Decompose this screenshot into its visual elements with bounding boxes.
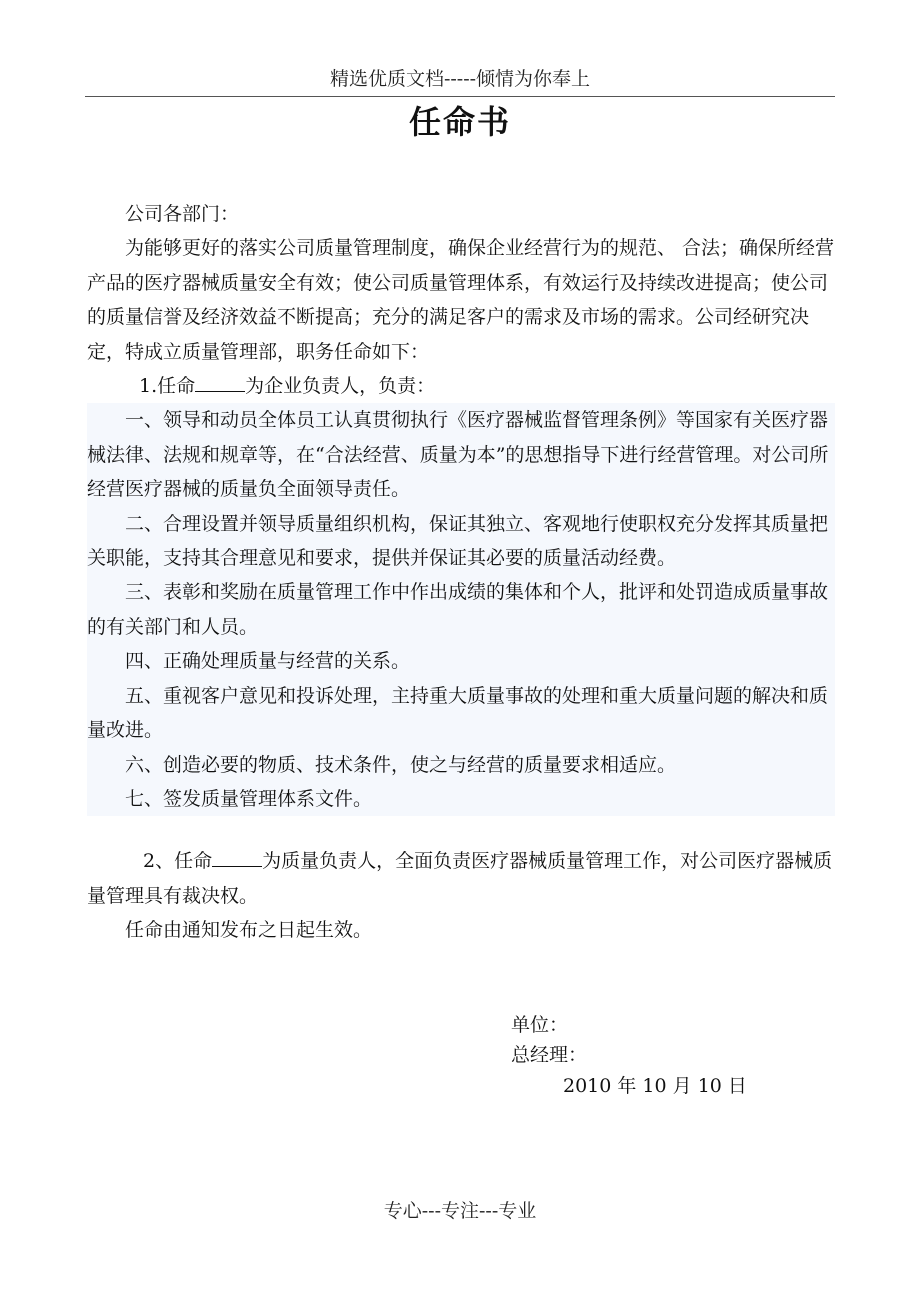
name-blank-2 bbox=[212, 848, 262, 867]
general-manager-label: 总经理： bbox=[511, 1044, 588, 1066]
appointment-1 bbox=[87, 369, 835, 403]
page-header: 精选优质文档-----倾情为你奉上 bbox=[329, 68, 591, 90]
spacer bbox=[87, 816, 835, 844]
duty-1: 一、领导和动员全体员工认真贯彻执行《医疗器械监督管理条例》等国家有关医疗器械法律、法规和规章等，在“合法经营、质量为本”的思想指导下进行经营管理。对公司所经营医疗器械的质量负全面领导责任。 bbox=[87, 403, 835, 506]
duty-7: 七、签发质量管理体系文件。 bbox=[87, 782, 835, 816]
duty-5: 五、重视客户意见和投诉处理，主持重大质量事故的处理和重大质量问题的解决和质量改进。 bbox=[87, 679, 835, 748]
appointment-2-suffix: 为质量负责人，全面负责医疗器械质量管理工作，对公司医疗器械质量管理具有裁决权。 bbox=[87, 850, 833, 907]
duty-6: 六、创造必要的物质、技术条件，使之与经营的质量要求相适应。 bbox=[87, 748, 835, 782]
name-blank-1 bbox=[195, 373, 245, 392]
document-body bbox=[87, 197, 835, 948]
appointment-2-prefix: 2、任命 bbox=[143, 850, 213, 873]
salutation: 公司各部门： bbox=[125, 203, 240, 225]
unit-label: 单位： bbox=[511, 1014, 569, 1036]
appointment-2 bbox=[87, 844, 835, 913]
duty-2: 二、合理设置并领导质量组织机构，保证其独立、客观地行使职权充分发挥其质量把关职能，支持其合理意见和要求，提供并保证其必要的质量活动经费。 bbox=[87, 507, 835, 576]
intro-paragraph: 为能够更好的落实公司质量管理制度，确保企业经营行为的规范、 合法；确保所经营产品的医疗器械质量安全有效；使公司质量管理体系，有效运行及持续改进提高；使公司的质量信誉及经济效益不断提高；充分的满足客户的需求及市场的需求。公司经研究决定，特成立质量管理部，职务任命如下： bbox=[87, 237, 835, 363]
appointment-1-prefix: 1.任命 bbox=[139, 375, 196, 398]
effective-notice: 任命由通知发布之日起生效。 bbox=[125, 919, 373, 942]
signing-date: 2010 年 10 月 10 日 bbox=[563, 1075, 747, 1097]
header-divider bbox=[85, 96, 835, 97]
page-footer: 专心---专注---专业 bbox=[383, 1200, 537, 1222]
appointment-1-suffix: 为企业负责人，负责： bbox=[245, 375, 436, 398]
duty-3: 三、表彰和奖励在质量管理工作中作出成绩的集体和个人，批评和处罚造成质量事故的有关部门和人员。 bbox=[87, 575, 835, 644]
document-title: 任命书 bbox=[408, 103, 511, 141]
duty-4: 四、正确处理质量与经营的关系。 bbox=[87, 644, 835, 678]
